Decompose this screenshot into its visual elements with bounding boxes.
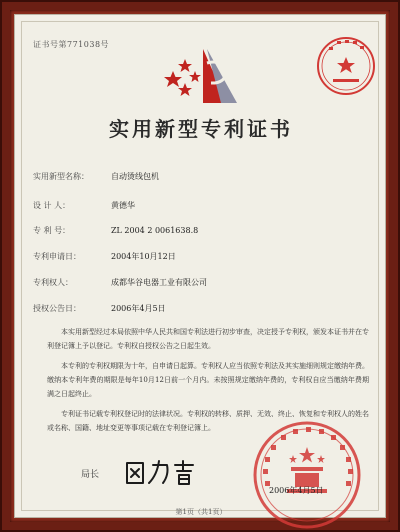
certificate-title: 实用新型专利证书 bbox=[109, 117, 293, 141]
body-paragraph: 本专利的专利权期限为十年，自申请日起算。专利权人应当依照专利法及其实施细则规定缴纳年费。缴纳本专利年费的期限是每年10月12日前一个月内。未按照规定缴纳年费的，专利权自应当缴纳年费期满之日起终止。 bbox=[47, 362, 369, 398]
certificate-number: 证书号第771038号 bbox=[33, 40, 110, 49]
field-label: 实用新型名称： bbox=[33, 172, 89, 181]
field-label: 专利权人： bbox=[33, 278, 73, 287]
field-label: 专利申请日： bbox=[33, 252, 81, 261]
issue-date: 2006年4月5日 bbox=[269, 486, 324, 495]
patent-office-emblem-icon bbox=[163, 41, 245, 109]
field-label: 专 利 号： bbox=[33, 226, 71, 235]
field-value: ZL 2004 2 0061638.8 bbox=[111, 226, 199, 235]
field-patent-number bbox=[33, 225, 198, 236]
field-value: 成都华谷电器工业有限公司 bbox=[111, 278, 207, 287]
field-application-date bbox=[33, 251, 176, 262]
body-paragraph: 专利证书记载专利权登记时的法律状况。专利权的转移、质押、无效、终止、恢复和专利权人的姓名或名称、国籍、地址变更等事项记载在专利登记簿上。 bbox=[47, 410, 369, 432]
certificate-paper bbox=[14, 14, 386, 518]
field-label: 设 计 人： bbox=[33, 201, 71, 210]
field-designer bbox=[33, 200, 135, 211]
field-value: 自动烫线包机 bbox=[111, 172, 159, 181]
field-label: 授权公告日： bbox=[33, 304, 81, 313]
body-paragraph: 本实用新型经过本局依照中华人民共和国专利法进行初步审查，决定授予专利权，颁发本证书并在专利登记簿上予以登记。专利权自授权公告之日起生效。 bbox=[47, 328, 369, 350]
field-patentee bbox=[33, 277, 207, 288]
field-grant-date bbox=[33, 303, 166, 314]
director-label: 局长 bbox=[81, 470, 100, 480]
page-number: 第1页（共1页） bbox=[175, 508, 227, 516]
field-value: 2006年4月5日 bbox=[111, 304, 166, 313]
top-red-seal-icon bbox=[315, 35, 377, 97]
field-utility-model-name bbox=[33, 171, 159, 182]
director-signature bbox=[123, 457, 201, 487]
field-value: 2004年10月12日 bbox=[111, 252, 176, 261]
field-value: 黄德华 bbox=[111, 201, 135, 210]
